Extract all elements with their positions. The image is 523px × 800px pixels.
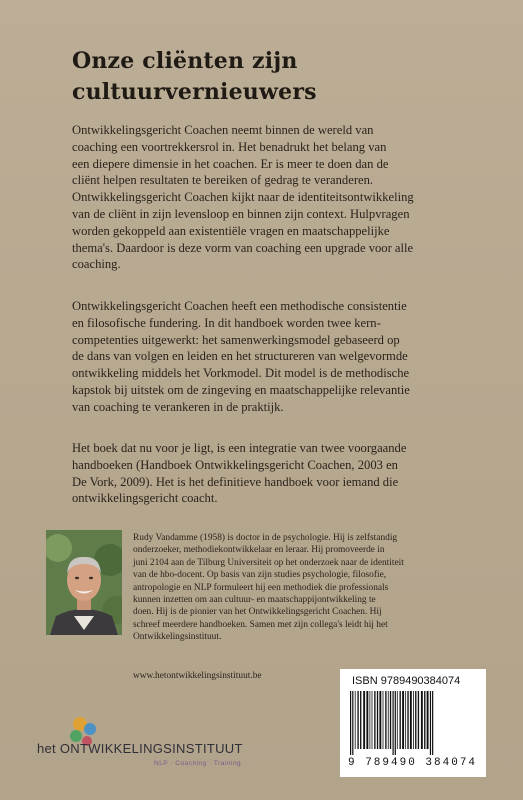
paragraph-method <box>72 298 462 416</box>
barcode-bar <box>366 691 368 749</box>
barcode-bar <box>421 691 423 749</box>
bio-line: antropologie en NLP formuleert hij een methodiek die professionals <box>133 582 389 593</box>
barcode-bar <box>357 691 358 749</box>
barcode-bar <box>363 691 365 749</box>
text-line: handboeken (Handboek Ontwikkelingsgericht Coachen, 2003 en <box>72 457 398 472</box>
barcode-bar <box>355 691 356 749</box>
text-line: De Vork, 2009). Het is het definitieve handboek voor iemand die <box>72 474 399 489</box>
bio-line: schreef meerdere handboeken. Samen met zijn collega's leidt hij het <box>133 619 388 630</box>
publisher-logo <box>37 741 243 756</box>
barcode-bar <box>400 691 401 749</box>
text-line: Ontwikkelingsgericht Coachen neemt binnen de wereld van <box>72 123 374 137</box>
logo-name: ONTWIKKELINGSINSTITUUT <box>59 741 243 756</box>
barcode-bar <box>352 691 353 755</box>
author-photo <box>46 530 122 635</box>
barcode-bar <box>395 691 396 755</box>
barcode-bar <box>432 691 433 755</box>
barcode-bar <box>430 691 431 755</box>
text-line: Ontwikkelingsgericht Coachen kijkt naar de identiteitsontwikkeling <box>72 190 414 205</box>
barcode-bar <box>424 691 425 749</box>
text-line: kapstok bij uitstek om de zingeving en maatschappelijke relevantie <box>72 382 410 397</box>
barcode-bar <box>374 691 375 749</box>
barcode-bars <box>346 691 480 755</box>
text-line: een diepere dimensie in het coachen. Er is meer te doen dan de <box>72 156 389 171</box>
text-line: Ontwikkelingsgericht Coachen heeft een methodische consistentie <box>72 299 407 313</box>
website-url: www.hetontwikkelingsinstituut.be <box>133 671 262 681</box>
barcode-bar <box>418 691 419 749</box>
barcode-bar <box>370 691 371 749</box>
text-line: coaching een voortrekkersrol in. Het benadrukt het belang van <box>72 139 387 154</box>
bio-line: van de hbo-docent. Op basis van zijn studies psychologie, filosofie, <box>133 570 387 581</box>
barcode-bar <box>415 691 416 749</box>
bio-line: onderzoeker, methodiekontwikkelaar en leraar. Hij promoveerde in <box>133 545 385 556</box>
barcode-bar <box>360 691 361 749</box>
text-line: de dans van volgen en leiden en het structureren van welgevormde <box>72 349 408 364</box>
bio-line: juni 2104 aan de Tilburg Universiteit op het onderzoek naar de identiteit <box>133 557 404 568</box>
barcode-bar <box>388 691 389 749</box>
barcode-bar <box>410 691 412 749</box>
barcode-bar <box>407 691 408 749</box>
text-line: cliënt helpen resultaten te bereiken of gedrag te veranderen. <box>72 173 374 188</box>
barcode-bar <box>402 691 404 749</box>
cover-title <box>72 46 472 108</box>
text-line: competenties uitgewerkt: het samenwerkingsmodel gebaseerd op <box>72 332 400 347</box>
bio-line: Rudy Vandamme (1958) is doctor in de psychologie. Hij is zelfstandig <box>133 533 398 543</box>
barcode-digits: 9 789490 384074 <box>348 757 478 769</box>
logo-tagline: NLP · Coaching · Training <box>154 760 242 767</box>
barcode-bar <box>377 691 378 749</box>
text-line: coaching. <box>72 257 121 272</box>
text-line: Het boek dat nu voor je ligt, is een integratie van twee voorgaande <box>72 441 407 455</box>
paragraph-integration <box>72 440 462 507</box>
barcode-bar <box>385 691 386 749</box>
text-line: van coaching te verankeren in de praktijk. <box>72 399 284 414</box>
barcode-bar <box>379 691 381 749</box>
text-line: thema's. Daardoor is deze vorm van coaching een upgrade voor alle <box>72 240 414 255</box>
text-line: van de cliënt in zijn levensloop en binnen zijn context. Hulpvragen <box>72 206 410 221</box>
text-line: worden gekoppeld aan existentiële vragen en maatschappelijke <box>72 223 390 238</box>
author-bio <box>133 532 473 644</box>
text-line: en filosofische fundering. In dit handboek worden twee kern- <box>72 315 381 330</box>
barcode-bar <box>372 691 373 749</box>
title-line: cultuurvernieuwers <box>72 79 317 105</box>
barcode-bar <box>413 691 414 749</box>
logo-prefix: het <box>37 741 60 756</box>
bio-line: doen. Hij is de pionier van het Ontwikkelingsgericht Coachen. Hij <box>133 607 382 618</box>
bio-line: Ontwikkelingsinstituut. <box>133 632 222 643</box>
barcode-bar <box>393 691 394 755</box>
title-line: Onze cliënten zijn <box>72 48 298 74</box>
barcode-bar <box>405 691 406 749</box>
barcode-bar <box>390 691 391 749</box>
barcode-bar <box>427 691 429 749</box>
barcode-bar <box>383 691 384 749</box>
bio-line: kunnen inzetten om aan cultuur- en maatschappijontwikkeling te <box>133 595 376 606</box>
paragraph-intro <box>72 122 462 273</box>
isbn-barcode <box>340 669 486 777</box>
text-line: ontwikkelingsgericht coacht. <box>72 491 218 506</box>
barcode-bar <box>397 691 398 749</box>
isbn-label: ISBN 9789490384074 <box>352 675 461 687</box>
text-line: ontwikkeling middels het Vorkmodel. Dit model is de methodische <box>72 366 410 381</box>
barcode-bar <box>350 691 351 755</box>
